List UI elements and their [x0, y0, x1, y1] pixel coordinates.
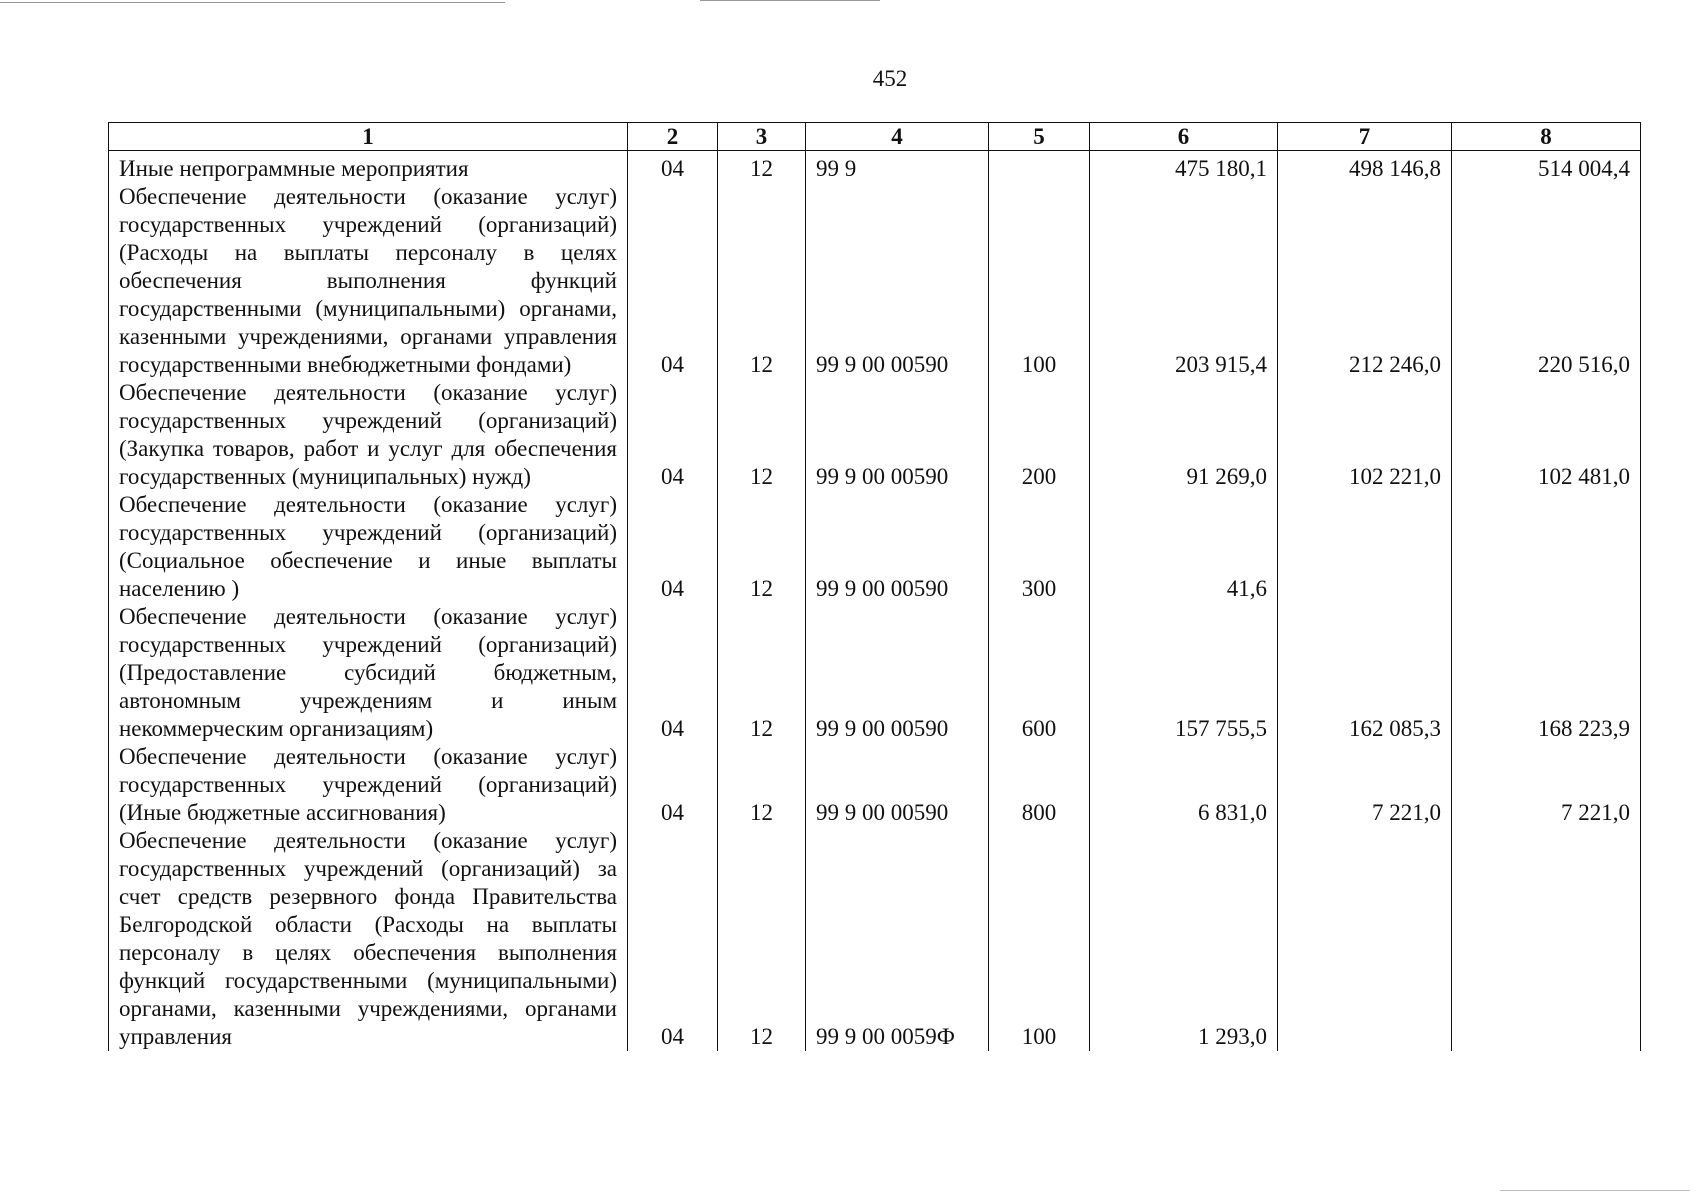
amount-col8: 168 223,9 — [1452, 603, 1641, 743]
section-code: 04 — [628, 151, 718, 184]
amount-col6: 91 269,0 — [1090, 379, 1278, 491]
scan-artifact-line — [1500, 1190, 1690, 1191]
subsection-code: 12 — [718, 183, 806, 379]
amount-col8: 102 481,0 — [1452, 379, 1641, 491]
column-header: 5 — [989, 123, 1090, 151]
expense-type-code: 200 — [989, 379, 1090, 491]
row-description: Иные непрограммные мероприятия — [109, 151, 628, 184]
amount-col6: 41,6 — [1090, 491, 1278, 603]
row-description: Обеспечение деятельности (оказание услуг) государственных учреждений (организаций) (Социальное обеспечение и иные выплаты населению ) — [109, 491, 628, 603]
expense-type-code: 600 — [989, 603, 1090, 743]
table-row — [109, 379, 1641, 491]
amount-col7: 212 246,0 — [1278, 183, 1452, 379]
subsection-code: 12 — [718, 743, 806, 827]
column-header: 3 — [718, 123, 806, 151]
target-article-code: 99 9 00 00590 — [806, 603, 989, 743]
table-header-row — [109, 123, 1641, 151]
expense-type-code — [989, 151, 1090, 184]
section-code: 04 — [628, 827, 718, 1051]
section-code: 04 — [628, 743, 718, 827]
target-article-code: 99 9 — [806, 151, 989, 184]
table-row — [109, 491, 1641, 603]
page-number: 452 — [872, 66, 908, 91]
amount-col6: 6 831,0 — [1090, 743, 1278, 827]
subsection-code: 12 — [718, 151, 806, 184]
budget-table — [108, 122, 1641, 1051]
amount-col8: 7 221,0 — [1452, 743, 1641, 827]
table-row — [109, 603, 1641, 743]
expense-type-code: 100 — [989, 183, 1090, 379]
column-header: 6 — [1090, 123, 1278, 151]
section-code: 04 — [628, 379, 718, 491]
row-description: Обеспечение деятельности (оказание услуг) государственных учреждений (организаций) (Расходы на выплаты персоналу в целях обеспечения выполнения функций государственными (муниципальными) органами, казенными учреждениями, органами управления государственными внебюджетными фондами) — [109, 183, 628, 379]
column-header: 8 — [1452, 123, 1641, 151]
column-header: 4 — [806, 123, 989, 151]
subsection-code: 12 — [718, 491, 806, 603]
section-code: 04 — [628, 603, 718, 743]
amount-col6: 203 915,4 — [1090, 183, 1278, 379]
target-article-code: 99 9 00 00590 — [806, 743, 989, 827]
amount-col8: 514 004,4 — [1452, 151, 1641, 184]
target-article-code: 99 9 00 00590 — [806, 183, 989, 379]
amount-col7: 162 085,3 — [1278, 603, 1452, 743]
amount-col8 — [1452, 491, 1641, 603]
expense-type-code: 800 — [989, 743, 1090, 827]
amount-col7 — [1278, 827, 1452, 1051]
amount-col6: 1 293,0 — [1090, 827, 1278, 1051]
table-row — [109, 151, 1641, 184]
target-article-code: 99 9 00 00590 — [806, 491, 989, 603]
table-row — [109, 827, 1641, 1051]
target-article-code: 99 9 00 0059Ф — [806, 827, 989, 1051]
amount-col7: 7 221,0 — [1278, 743, 1452, 827]
column-header: 2 — [628, 123, 718, 151]
row-description: Обеспечение деятельности (оказание услуг) государственных учреждений (организаций) (Предоставление субсидий бюджетным, автономным учреждениям и иным некоммерческим организациям) — [109, 603, 628, 743]
expense-type-code: 300 — [989, 491, 1090, 603]
scan-artifact-line — [700, 0, 880, 1]
scan-artifact-line — [0, 2, 505, 3]
row-description: Обеспечение деятельности (оказание услуг) государственных учреждений (организаций) (Закупка товаров, работ и услуг для обеспечения государственных (муниципальных) нужд) — [109, 379, 628, 491]
section-code: 04 — [628, 491, 718, 603]
subsection-code: 12 — [718, 603, 806, 743]
amount-col8: 220 516,0 — [1452, 183, 1641, 379]
amount-col6: 157 755,5 — [1090, 603, 1278, 743]
subsection-code: 12 — [718, 827, 806, 1051]
table-row — [109, 743, 1641, 827]
column-header: 1 — [109, 123, 628, 151]
target-article-code: 99 9 00 00590 — [806, 379, 989, 491]
section-code: 04 — [628, 183, 718, 379]
row-description: Обеспечение деятельности (оказание услуг) государственных учреждений (организаций) (Иные бюджетные ассигнования) — [109, 743, 628, 827]
amount-col7: 102 221,0 — [1278, 379, 1452, 491]
amount-col7: 498 146,8 — [1278, 151, 1452, 184]
column-header: 7 — [1278, 123, 1452, 151]
table-row — [109, 183, 1641, 379]
subsection-code: 12 — [718, 379, 806, 491]
amount-col8 — [1452, 827, 1641, 1051]
expense-type-code: 100 — [989, 827, 1090, 1051]
row-description: Обеспечение деятельности (оказание услуг) государственных учреждений (организаций) за счет средств резервного фонда Правительства Белгородской области (Расходы на выплаты персоналу в целях обеспечения выполнения функций государственными (муниципальными) органами, казенными учреждениями, органами управления — [109, 827, 628, 1051]
amount-col6: 475 180,1 — [1090, 151, 1278, 184]
amount-col7 — [1278, 491, 1452, 603]
